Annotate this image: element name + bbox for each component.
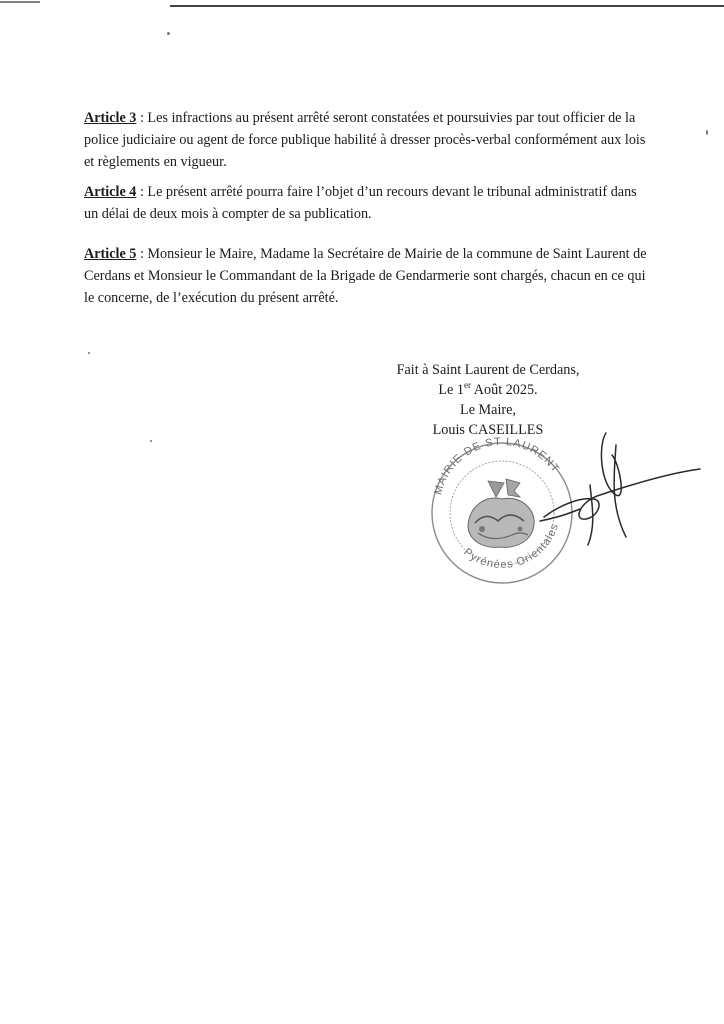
article-4-line-1: : Le présent arrêté pourra faire l’objet d’un recours devant le tribunal administratif dans — [136, 184, 637, 200]
signature-place: Fait à Saint Laurent de Cerdans, — [396, 362, 580, 378]
article-4-line-2: un délai de deux mois à compter de sa publication. — [84, 206, 372, 222]
svg-text:MAIRIE DE ST LAURENT: MAIRIE DE ST LAURENT — [432, 435, 562, 497]
article-5-heading: Article 5 — [84, 246, 137, 262]
top-border-line — [0, 0, 724, 16]
scan-speck — [167, 32, 170, 35]
signature-role: Le Maire, — [460, 402, 516, 418]
seal-emblem — [468, 479, 534, 547]
article-4-paragraph — [84, 181, 674, 225]
svg-text:Pyrénées Orientales: Pyrénées Orientales — [461, 521, 562, 571]
article-5-line-3: le concerne, de l’exécution du présent arrêté. — [84, 290, 339, 306]
scan-speck — [88, 352, 90, 354]
article-4-heading: Article 4 — [84, 184, 137, 200]
scan-speck — [150, 440, 152, 442]
article-3-line-3: et règlements en vigueur. — [84, 154, 227, 170]
scan-speck — [706, 130, 708, 135]
article-3-line-1: : Les infractions au présent arrêté seront constatées et poursuivies par tout officier de la — [136, 110, 636, 126]
article-5-paragraph — [84, 243, 674, 309]
mayor-stamp-and-signature — [420, 425, 710, 600]
handwritten-signature — [540, 433, 700, 545]
signature-date: Le 1er Août 2025. — [438, 380, 538, 398]
article-3-paragraph — [84, 107, 674, 173]
article-3-heading: Article 3 — [84, 110, 137, 126]
article-3-line-2: police judiciaire ou agent de force publique habilité à dresser procès-verbal conformément aux lois — [84, 132, 646, 148]
signature-name: Louis CASEILLES — [432, 422, 544, 438]
article-5-line-2: Cerdans et Monsieur le Commandant de la Brigade de Gendarmerie sont chargés, chacun en ce qui — [84, 268, 646, 284]
article-5-line-1: : Monsieur le Maire, Madame la Secrétaire de Mairie de la commune de Saint Laurent de — [136, 246, 647, 262]
official-seal — [432, 436, 572, 583]
